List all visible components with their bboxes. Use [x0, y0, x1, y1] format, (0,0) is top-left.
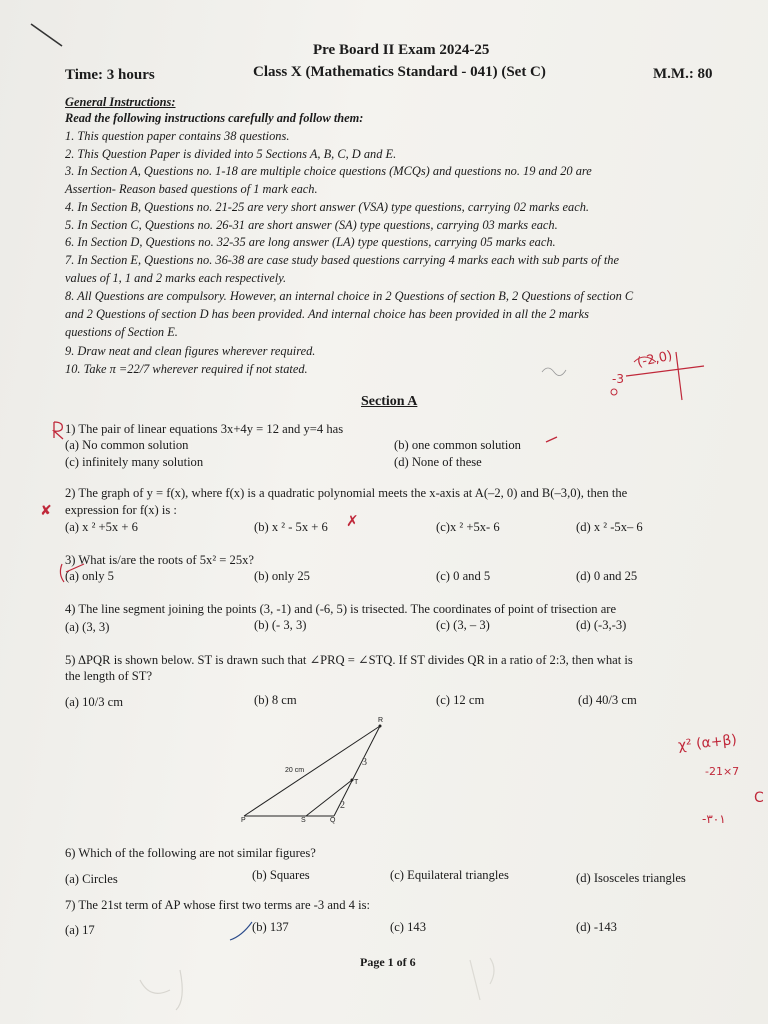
- instruction-line: 2. This Question Paper is divided into 5 Sections A, B, C, D and E.: [65, 147, 397, 161]
- instructions-heading: General Instructions:: [65, 95, 176, 109]
- figure-mark-2: 2: [340, 800, 345, 811]
- q1-option-b: (b) one common solution: [394, 438, 521, 452]
- q4-option-d: (d) (-3,-3): [576, 618, 627, 632]
- bleed-through-marks: [0, 940, 768, 1024]
- triangle-pqr-figure: [230, 712, 400, 834]
- pen-mark-neg3: -3: [612, 372, 624, 386]
- q6-option-d: (d) Isosceles triangles: [576, 871, 686, 885]
- q5-option-c: (c) 12 cm: [436, 693, 485, 707]
- q5-option-a: (a) 10/3 cm: [65, 695, 124, 709]
- q2-option-a: (a) x ² +5x + 6: [65, 520, 138, 534]
- instruction-line: 4. In Section B, Questions no. 21-25 are very short answer (VSA) type questions, carrying 02 marks each.: [65, 200, 589, 214]
- q7-option-b: (b) 137: [252, 920, 289, 934]
- q5-text-line1: 5) ΔPQR is shown below. ST is drawn such that ∠PRQ = ∠STQ. If ST divides QR in a ratio of 2:3, then what is: [65, 653, 633, 667]
- instruction-line: 8. All Questions are compulsory. However, an internal choice in 2 Questions of section B, 2 Questions of section C: [65, 289, 634, 303]
- q6-option-a: (a) Circles: [65, 872, 118, 886]
- pen-axis-sketch: [600, 340, 710, 405]
- q2-margin-mark: ✘: [40, 503, 52, 519]
- q2-text-line1: 2) The graph of y = f(x), where f(x) is a quadratic polynomial meets the x-axis at A(–2, 0) and B(–3,0), then the: [65, 486, 628, 500]
- exam-title: Pre Board II Exam 2024-25: [313, 42, 490, 58]
- q4-option-b: (b) (- 3, 3): [254, 618, 307, 632]
- corner-pen-stroke: [28, 20, 68, 50]
- q1-option-c: (c) infinitely many solution: [65, 455, 204, 469]
- q4-option-a: (a) (3, 3): [65, 620, 110, 634]
- instruction-line: 9. Draw neat and clean figures wherever required.: [65, 344, 316, 358]
- pen-mark-expression: χ² (α+β): [677, 731, 738, 755]
- q2-option-d: (d) x ² -5x– 6: [576, 520, 643, 534]
- figure-label-s: S: [301, 817, 306, 824]
- q4-text: 4) The line segment joining the points (3, -1) and (-6, 5) is trisected. The coordinates of point of trisection are: [65, 602, 617, 616]
- figure-mark-3: 3: [362, 757, 367, 768]
- q5-option-d: (d) 40/3 cm: [578, 693, 637, 707]
- q1-text: 1) The pair of linear equations 3x+4y = 12 and y=4 has: [65, 422, 344, 436]
- q1-tick-mark: [544, 434, 560, 446]
- q1-option-d: (d) None of these: [394, 455, 482, 469]
- pen-mark-c: C: [754, 790, 764, 806]
- q2-option-b: (b) x ² - 5x + 6: [254, 520, 328, 534]
- q3-option-c: (c) 0 and 5: [436, 569, 491, 583]
- time-allowed: Time: 3 hours: [65, 67, 155, 83]
- q4-option-c: (c) (3, – 3): [436, 618, 490, 632]
- q3-text: 3) What is/are the roots of 5x² = 25x?: [65, 553, 255, 567]
- instruction-line: questions of Section E.: [65, 325, 178, 339]
- pen-mark-pair: (-2,0): [635, 348, 674, 371]
- q2-cross-mark: ✗: [346, 512, 359, 530]
- instruction-line: and 2 Questions of section D has been provided. And internal choice has been provided in all the 2 marks: [65, 307, 589, 321]
- q7-option-c: (c) 143: [390, 920, 427, 934]
- q6-text: 6) Which of the following are not similar figures?: [65, 846, 316, 860]
- section-title: Section A: [361, 394, 418, 409]
- q6-option-b: (b) Squares: [252, 868, 310, 882]
- pencil-scribble: [540, 360, 580, 380]
- q7-option-a: (a) 17: [65, 923, 95, 937]
- instruction-line: 6. In Section D, Questions no. 32-35 are long answer (LA) type questions, carrying 05 marks each.: [65, 235, 556, 249]
- q5-text-line2: the length of ST?: [65, 669, 153, 683]
- instruction-line: 1. This question paper contains 38 questions.: [65, 129, 290, 143]
- instruction-line: 10. Take π =22/7 wherever required if not stated.: [65, 362, 308, 376]
- q7-text: 7) The 21st term of AP whose first two terms are -3 and 4 is:: [65, 898, 370, 912]
- q1-option-a: (a) No common solution: [65, 438, 189, 452]
- figure-side-label: 20 cm: [285, 767, 305, 774]
- instruction-line: 3. In Section A, Questions no. 1-18 are multiple choice questions (MCQs) and questions no. 19 and 20 are: [65, 164, 592, 178]
- q3-option-b: (b) only 25: [254, 569, 310, 583]
- q5-option-b: (b) 8 cm: [254, 693, 297, 707]
- pen-mark-sub: -21×7: [705, 765, 740, 778]
- max-marks: M.M.: 80: [653, 66, 713, 82]
- page-number: Page 1 of 6: [360, 955, 416, 969]
- instruction-line: values of 1, 1 and 2 marks each respectively.: [65, 271, 287, 285]
- instruction-line: Assertion- Reason based questions of 1 mark each.: [65, 182, 318, 196]
- pen-mark-tail: -٣٠١: [702, 812, 726, 826]
- q2-option-c: (c)x ² +5x- 6: [436, 520, 500, 534]
- q2-text-line2: expression for f(x) is :: [65, 503, 177, 517]
- instructions-subheading: Read the following instructions carefully and follow them:: [65, 111, 364, 125]
- figure-label-t: T: [354, 779, 359, 786]
- figure-label-p: P: [241, 817, 246, 824]
- q3-option-d: (d) 0 and 25: [576, 569, 638, 583]
- figure-label-r: R: [378, 717, 384, 724]
- instruction-line: 7. In Section E, Questions no. 36-38 are case study based questions carrying 4 marks each with sub parts of the: [65, 253, 619, 267]
- q7-option-d: (d) -143: [576, 920, 617, 934]
- instruction-line: 5. In Section C, Questions no. 26-31 are short answer (SA) type questions, carrying 03 marks each.: [65, 218, 558, 232]
- q3-option-a: (a) only 5: [65, 569, 114, 583]
- q6-option-c: (c) Equilateral triangles: [390, 868, 509, 882]
- class-line: Class X (Mathematics Standard - 041) (Set C): [253, 64, 546, 80]
- figure-label-q: Q: [330, 817, 336, 824]
